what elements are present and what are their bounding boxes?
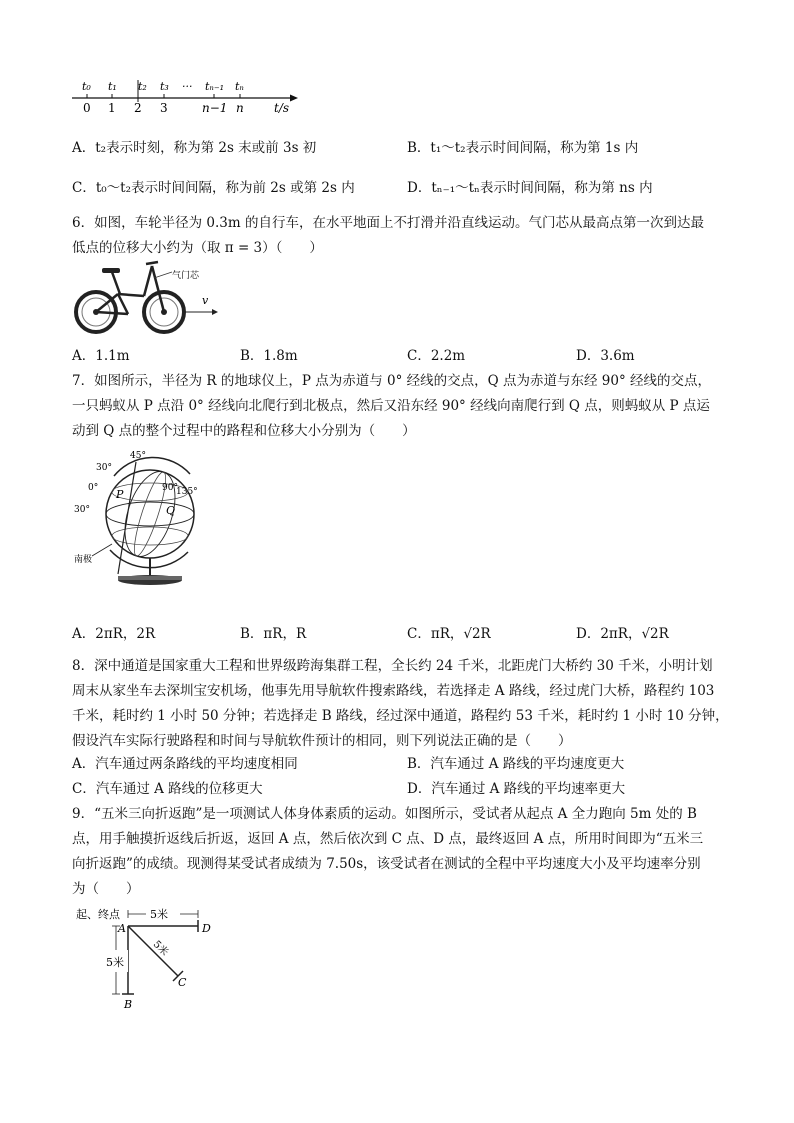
- deg0-label: 0°: [88, 483, 99, 493]
- q6-option-c: C．2.2m: [407, 348, 466, 364]
- tick-label-bottom: 0: [83, 101, 91, 115]
- q8-stem-line3: 千米，耗时约 1 小时 50 分钟；若选择走 B 路线，经过深中通道，路程约 53 千米，耗时约 1 小时 10 分钟，: [72, 708, 729, 724]
- point-c-label: C: [178, 976, 187, 989]
- five-m-diag-label: 5米: [150, 938, 171, 959]
- q9-stem-line3: 向折返跑”的成绩。现测得某受试者成绩为 7.50s，该受试者在测试的全程中平均速度大小及平均速率分别: [72, 856, 701, 872]
- q7-stem-line3: 动到 Q 点的整个过程中的路程和位移大小分别为（ ）: [72, 423, 416, 439]
- deg30-top-label: 30°: [96, 463, 112, 473]
- point-p-label: P: [116, 488, 124, 501]
- deg135-label: 135°: [176, 487, 198, 497]
- tick-label-top: t₀: [82, 80, 91, 93]
- tick-label-bottom: n−1: [202, 101, 228, 115]
- q9-stem-line2: 点，用手触摸折返线后折返，返回 A 点，然后依次到 C 点、D 点，最终返回 A 点，所用时间即为“五米三: [72, 831, 704, 847]
- q6-stem-line2: 低点的位移大小约为（取 π = 3）（ ）: [72, 240, 323, 256]
- tick-label-bottom: 3: [160, 101, 168, 115]
- velocity-label: v: [202, 294, 209, 307]
- point-a-label: A: [118, 922, 126, 935]
- bicycle-figure: [72, 258, 232, 338]
- path-a-c: [128, 926, 178, 976]
- q7-stem-line1: 7．如图所示，半径为 R 的地球仪上，P 点为赤道与 0° 经线的交点，Q 点为赤道与东经 90° 经线的交点，: [72, 373, 712, 389]
- q5-option-a: A．t₂表示时刻，称为第 2s 末或前 3s 初: [72, 140, 317, 156]
- point-d-label: D: [202, 922, 211, 935]
- q7-option-c: C．πR，√2R: [407, 626, 491, 642]
- tick-label-bottom: 2: [134, 101, 142, 115]
- tick-label-bottom: n: [236, 101, 244, 115]
- q8-stem-line2: 周末从家坐车去深圳宝安机场，他事先用导航软件搜索路线，若选择走 A 路线，经过虎门大桥，路程约 103: [72, 683, 715, 699]
- point-q-label: Q: [166, 504, 176, 517]
- deg45-label: 45°: [130, 451, 146, 461]
- tick-label-bottom: 1: [108, 101, 116, 115]
- deg90-label: 90°: [162, 483, 178, 493]
- q8-option-c: C．汽车通过 A 路线的位移更大: [72, 781, 263, 797]
- tick-label-top: ···: [182, 80, 193, 93]
- q8-stem-line1: 8．深中通道是国家重大工程和世界级跨海集群工程，全长约 24 千米，北距虎门大桥约 30 千米，小明计划: [72, 658, 713, 674]
- shuttle-run-figure: [72, 902, 222, 1014]
- valve-label: 气门芯: [172, 271, 200, 281]
- deg30-bottom-label: 30°: [74, 505, 90, 515]
- q6-stem-line1: 6．如图，车轮半径为 0.3m 的自行车，在水平地面上不打滑并沿直线运动。气门芯从最高点第一次到达最: [72, 215, 704, 231]
- q7-option-a: A．2πR，2R: [72, 626, 156, 642]
- five-m-left-label: 5米: [106, 956, 124, 969]
- south-pole-label: 南极: [74, 555, 93, 565]
- q7-stem-line2: 一只蚂蚁从 P 点沿 0° 经线向北爬行到北极点，然后又沿东经 90° 经线向南爬行到 Q 点，则蚂蚁从 P 点运: [72, 398, 710, 414]
- tick-label-top: t₁: [108, 80, 117, 93]
- q5-option-c: C．t₀～t₂表示时间间隔，称为前 2s 或第 2s 内: [72, 180, 355, 196]
- q9-stem-line1: 9．“五米三向折返跑”是一项测试人体身体素质的运动。如图所示，受试者从起点 A 全力跑向 5m 处的 B: [72, 806, 697, 822]
- five-m-top-label: 5米: [150, 908, 168, 921]
- globe-figure: [70, 448, 210, 590]
- q8-stem-line4: 假设汽车实际行驶路程和时间与导航软件预计的相同，则下列说法正确的是（ ）: [72, 733, 572, 749]
- q8-option-a: A．汽车通过两条路线的平均速度相同: [72, 756, 298, 772]
- q7-option-d: D．2πR，√2R: [576, 626, 669, 642]
- axis-arrow: [290, 95, 298, 102]
- q5-option-d: D．tₙ₋₁～tₙ表示时间间隔，称为第 ns 内: [407, 180, 653, 196]
- axis-label: t/s: [274, 101, 290, 115]
- tick-label-top: tₙ: [235, 80, 244, 93]
- q8-option-d: D．汽车通过 A 路线的平均速率更大: [407, 781, 626, 797]
- q9-stem-line4: 为（ ）: [72, 881, 140, 897]
- tick-label-top: t₂: [138, 80, 147, 93]
- q6-option-a: A．1.1m: [72, 348, 130, 364]
- q6-option-b: B．1.8m: [240, 348, 298, 364]
- timeline-figure: [68, 76, 300, 118]
- tick-label-top: t₃: [160, 80, 169, 93]
- q8-option-b: B．汽车通过 A 路线的平均速度更大: [407, 756, 625, 772]
- tick-label-top: tₙ₋₁: [205, 80, 225, 93]
- q7-option-b: B．πR，R: [240, 626, 307, 642]
- q5-option-b: B．t₁～t₂表示时间间隔，称为第 1s 内: [407, 140, 639, 156]
- point-b-label: B: [124, 998, 133, 1011]
- start-end-label: 起、终点: [76, 908, 120, 921]
- q6-option-d: D．3.6m: [576, 348, 635, 364]
